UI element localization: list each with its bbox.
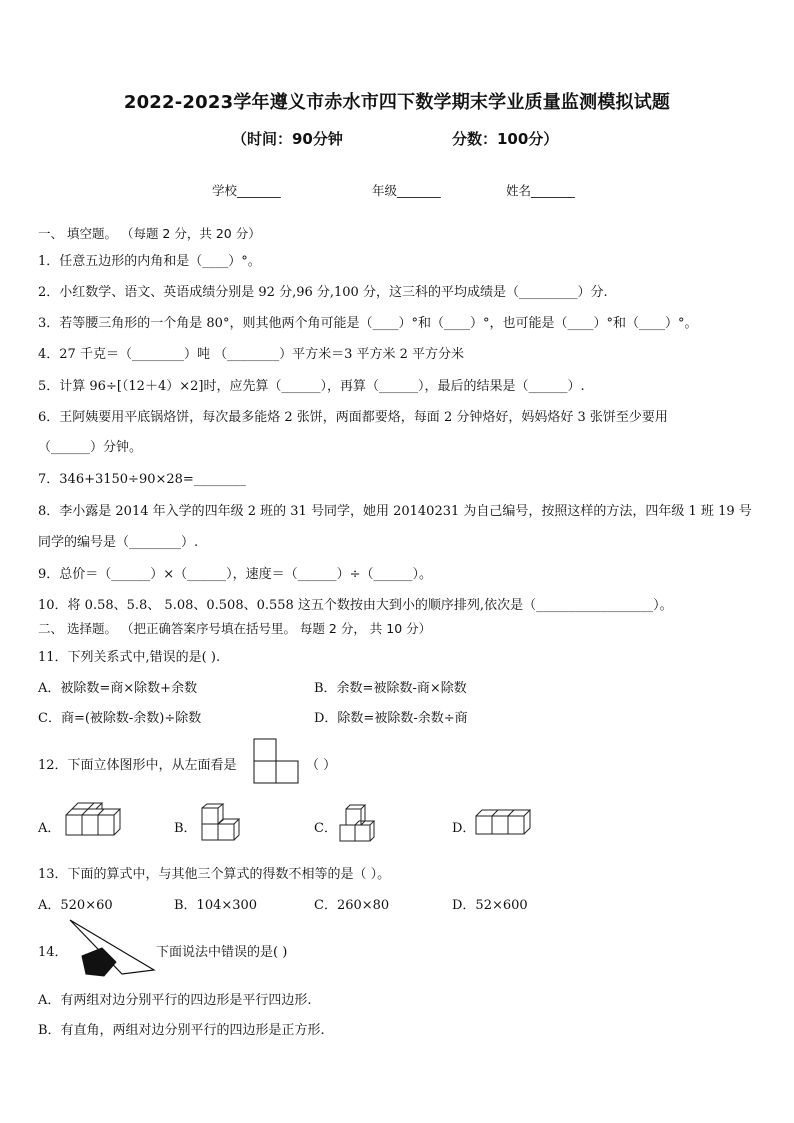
question-11: 11．下列关系式中,错误的是( ).	[38, 650, 221, 665]
page-title: 2022-2023学年遵义市赤水市四下数学期末学业质量监测模拟试题	[123, 92, 671, 113]
q12-option-b-cubes	[200, 804, 244, 844]
question-8-line2: 同学的编号是（________）.	[38, 535, 199, 550]
question-10: 10．将 0.58、5.8、 5.08、0.508、0.558 这五个数按由大到小的顺序排列,依次是（__________________）。	[38, 598, 673, 613]
left-view-figure	[252, 738, 302, 786]
question-5: 5．计算 96÷[（12＋4）×2]时，应先算（______），再算（______），最后的结果是（______）.	[38, 379, 585, 394]
question-12: 12．下面立体图形中，从左面看是	[38, 758, 237, 773]
q12-option-c-cubes	[338, 803, 380, 845]
q11-option-c[interactable]: C．商=(被除数-余数)÷除数	[38, 711, 202, 726]
q13-option-a[interactable]: A．520×60	[38, 898, 113, 913]
q12-option-a[interactable]: A．	[38, 821, 61, 836]
question-13: 13．下面的算式中，与其他三个算式的得数不相等的是（ ）。	[38, 867, 391, 882]
q13-option-c[interactable]: C．260×80	[314, 898, 390, 913]
section-1-heading: 一、 填空题。 （每题 2 分，共 20 分）	[38, 226, 261, 241]
q12-option-d[interactable]: D．	[452, 821, 476, 836]
q14-option-a[interactable]: A．有两组对边分别平行的四边形是平行四边形.	[38, 993, 312, 1008]
question-14-stem: 下面说法中错误的是( )	[156, 945, 288, 960]
section-2-heading: 二、 选择题。 （把正确答案序号填在括号里。 每题 2 分， 共 10 分）	[38, 621, 432, 636]
question-14-number: 14．	[38, 945, 68, 960]
q11-option-d[interactable]: D．除数=被除数-余数÷商	[314, 711, 468, 726]
q12-option-b[interactable]: B．	[174, 821, 197, 836]
q12-option-d-cubes	[474, 808, 534, 838]
q11-option-a[interactable]: A．被除数=商×除数+余数	[38, 681, 198, 696]
q11-option-b[interactable]: B．余数=被除数-商×除数	[314, 681, 467, 696]
question-4: 4．27 千克＝（________）吨 （________）平方米＝3 平方米 2 平方分米	[38, 347, 465, 362]
question-1: 1．任意五边形的内角和是（____）°。	[38, 254, 261, 269]
question-3: 3．若等腰三角形的一个角是 80°，则其他两个角可能是（____）°和（____）°，也可能是（____）°和（____）°。	[38, 316, 698, 331]
q13-option-b[interactable]: B．104×300	[174, 898, 258, 913]
q12-answer-paren[interactable]: （ ）	[306, 758, 337, 773]
q12-option-c[interactable]: C．	[314, 821, 337, 836]
question-8-line1: 8．李小露是 2014 年入学的四年级 2 班的 31 号同学，她用 20140231 为自己编号，按照这样的方法，四年级 1 班 19 号	[38, 504, 752, 519]
question-6-line2: （______）分钟。	[38, 440, 143, 455]
question-2: 2．小红数学、语文、英语成绩分别是 92 分,96 分,100 分，这三科的平均成绩是（_________）分.	[38, 285, 608, 300]
triangle-figure	[64, 918, 158, 980]
question-7: 7．346+3150÷90×28=________	[38, 472, 246, 487]
question-6-line1: 6．王阿姨要用平底锅烙饼，每次最多能烙 2 张饼，两面都要烙，每面 2 分钟烙好，妈妈烙好 3 张饼至少要用	[38, 410, 668, 425]
q14-option-b[interactable]: B．有直角，两组对边分别平行的四边形是正方形.	[38, 1023, 325, 1038]
exam-score: 分数：100分）	[452, 130, 559, 148]
q12-option-a-cubes	[64, 803, 122, 841]
name-field[interactable]: 姓名_______	[506, 183, 575, 198]
exam-time: （时间：90分钟	[232, 130, 343, 148]
question-9: 9．总价＝（______）×（______），速度＝（______）÷（______）。	[38, 567, 433, 582]
q13-option-d[interactable]: D．52×600	[452, 898, 528, 913]
grade-field[interactable]: 年级_______	[372, 183, 441, 198]
school-field[interactable]: 学校_______	[212, 183, 281, 198]
